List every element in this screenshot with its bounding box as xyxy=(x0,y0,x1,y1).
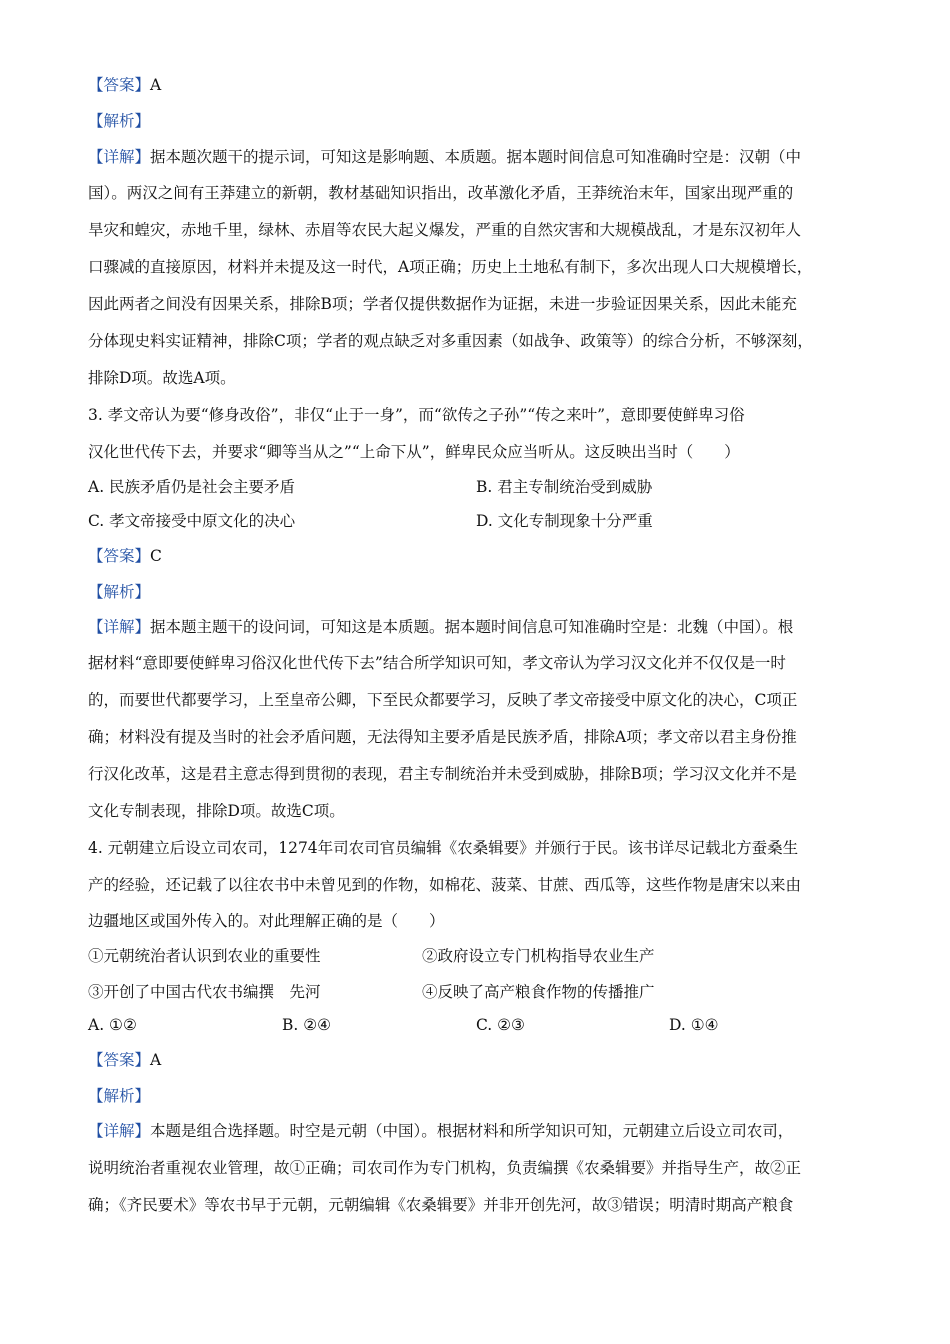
q4-option-b: B. ②④ xyxy=(282,1016,332,1034)
analysis-tag: 【解析】 xyxy=(88,583,151,601)
q3-answer-line xyxy=(88,545,878,567)
q4-analysis-heading xyxy=(88,1085,878,1107)
analysis-tag: 【解析】 xyxy=(88,1087,151,1105)
detail-text: 据本题次题干的提示词，可知这是影响题、本质题。据本题时间信息可知准确时空是：汉朝（中 xyxy=(150,148,802,166)
q3-option-a: A. 民族矛盾仍是社会主要矛盾 xyxy=(88,478,296,496)
q4-stem-line-3: 边疆地区或国外传入的。对此理解正确的是（ ） xyxy=(88,912,445,930)
q2-detail-line-4: 口骤减的直接原因，材料并未提及这一时代，A项正确；历史上土地私有制下，多次出现人口大规模增长， xyxy=(88,258,813,276)
detail-text: 据本题主题干的设问词，可知这是本质题。据本题时间信息可知准确时空是：北魏（中国）。根 xyxy=(150,618,794,636)
q4-option-a: A. ①② xyxy=(88,1016,137,1034)
q4-detail-line-1 xyxy=(88,1120,878,1142)
q2-detail-line-2: 国）。两汉之间有王莽建立的新朝，教材基础知识指出，改革激化矛盾，王莽统治末年，国家出现严重的 xyxy=(88,184,794,202)
q3-detail-line-2: 据材料“意即要使鲜卑习俗汉化世代传下去”结合所学知识可知，孝文帝认为学习汉文化并不仅仅是一时 xyxy=(88,654,786,672)
q2-answer-line xyxy=(88,74,878,96)
q4-item-2: ②政府设立专门机构指导农业生产 xyxy=(422,947,655,965)
answer-value: C xyxy=(150,547,162,565)
q3-detail-line-3: 的，而要世代都要学习，上至皇帝公卿，下至民众都要学习，反映了孝文帝接受中原文化的决心，C项正 xyxy=(88,691,798,709)
q4-option-d: D. ①④ xyxy=(669,1016,719,1034)
answer-tag: 【答案】 xyxy=(88,547,151,565)
q3-option-c: C. 孝文帝接受中原文化的决心 xyxy=(88,512,296,530)
q2-detail-line-1 xyxy=(88,146,878,168)
q4-detail-line-2: 说明统治者重视农业管理，故①正确；司农司作为专门机构，负责编撰《农桑辑要》并指导生产，故②正 xyxy=(88,1159,802,1177)
answer-value: A xyxy=(150,1051,162,1069)
q4-item-1: ①元朝统治者认识到农业的重要性 xyxy=(88,947,321,965)
q3-stem-line-1: 3. 孝文帝认为要“修身改俗”，非仅“止于一身”，而“欲传之子孙”“传之来叶”，意即要使鲜卑习俗 xyxy=(88,406,745,424)
q2-detail-line-6: 分体现史料实证精神，排除C项；学者的观点缺乏对多重因素（如战争、政策等）的综合分析，不够深刻， xyxy=(88,332,813,350)
q3-option-b: B. 君主专制统治受到威胁 xyxy=(476,478,653,496)
detail-tag: 【详解】 xyxy=(88,1122,151,1140)
q3-detail-line-1 xyxy=(88,616,878,638)
q3-detail-line-5: 行汉化改革，这是君主意志得到贯彻的表现，君主专制统治并未受到威胁，排除B项；学习汉文化并不是 xyxy=(88,765,797,783)
q4-item-3: ③开创了中国古代农书编撰 先河 xyxy=(88,983,321,1001)
q3-detail-line-6: 文化专制表现，排除D项。故选C项。 xyxy=(88,802,345,820)
detail-text: 本题是组合选择题。时空是元朝（中国）。根据材料和所学知识可知，元朝建立后设立司农司， xyxy=(150,1122,794,1140)
detail-tag: 【详解】 xyxy=(88,618,151,636)
q4-stem-line-2: 产的经验，还记载了以往农书中未曾见到的作物，如棉花、菠菜、甘蔗、西瓜等，这些作物是唐宋以来由 xyxy=(88,876,802,894)
q4-detail-line-3: 确；《齐民要术》等农书早于元朝，元朝编辑《农桑辑要》并非开创先河，故③错误；明清时期高产粮食 xyxy=(88,1196,794,1214)
q2-detail-line-3: 旱灾和蝗灾，赤地千里，绿林、赤眉等农民大起义爆发，严重的自然灾害和大规模战乱，才是东汉初年人 xyxy=(88,221,802,239)
answer-tag: 【答案】 xyxy=(88,1051,151,1069)
q4-item-4: ④反映了高产粮食作物的传播推广 xyxy=(422,983,655,1001)
answer-tag: 【答案】 xyxy=(88,76,151,94)
q2-detail-line-5: 因此两者之间没有因果关系，排除B项；学者仅提供数据作为证据，未进一步验证因果关系，因此未能充 xyxy=(88,295,797,313)
q2-detail-line-7: 排除D项。故选A项。 xyxy=(88,369,236,387)
detail-tag: 【详解】 xyxy=(88,148,151,166)
q2-analysis-heading xyxy=(88,110,878,132)
q3-option-d: D. 文化专制现象十分严重 xyxy=(476,512,653,530)
q3-stem-line-2: 汉化世代传下去，并要求“卿等当从之”“上命下从”，鲜卑民众应当听从。这反映出当时（ ） xyxy=(88,443,740,461)
q3-analysis-heading xyxy=(88,581,878,603)
q3-detail-line-4: 确；材料没有提及当时的社会矛盾问题，无法得知主要矛盾是民族矛盾，排除A项；孝文帝以君主身份推 xyxy=(88,728,797,746)
q4-option-c: C. ②③ xyxy=(476,1016,525,1034)
q4-answer-line xyxy=(88,1049,878,1071)
q4-stem-line-1: 4. 元朝建立后设立司农司，1274年司农司官员编辑《农桑辑要》并颁行于民。该书详尽记载北方蚕桑生 xyxy=(88,839,799,857)
answer-value: A xyxy=(150,76,162,94)
analysis-tag: 【解析】 xyxy=(88,112,151,130)
